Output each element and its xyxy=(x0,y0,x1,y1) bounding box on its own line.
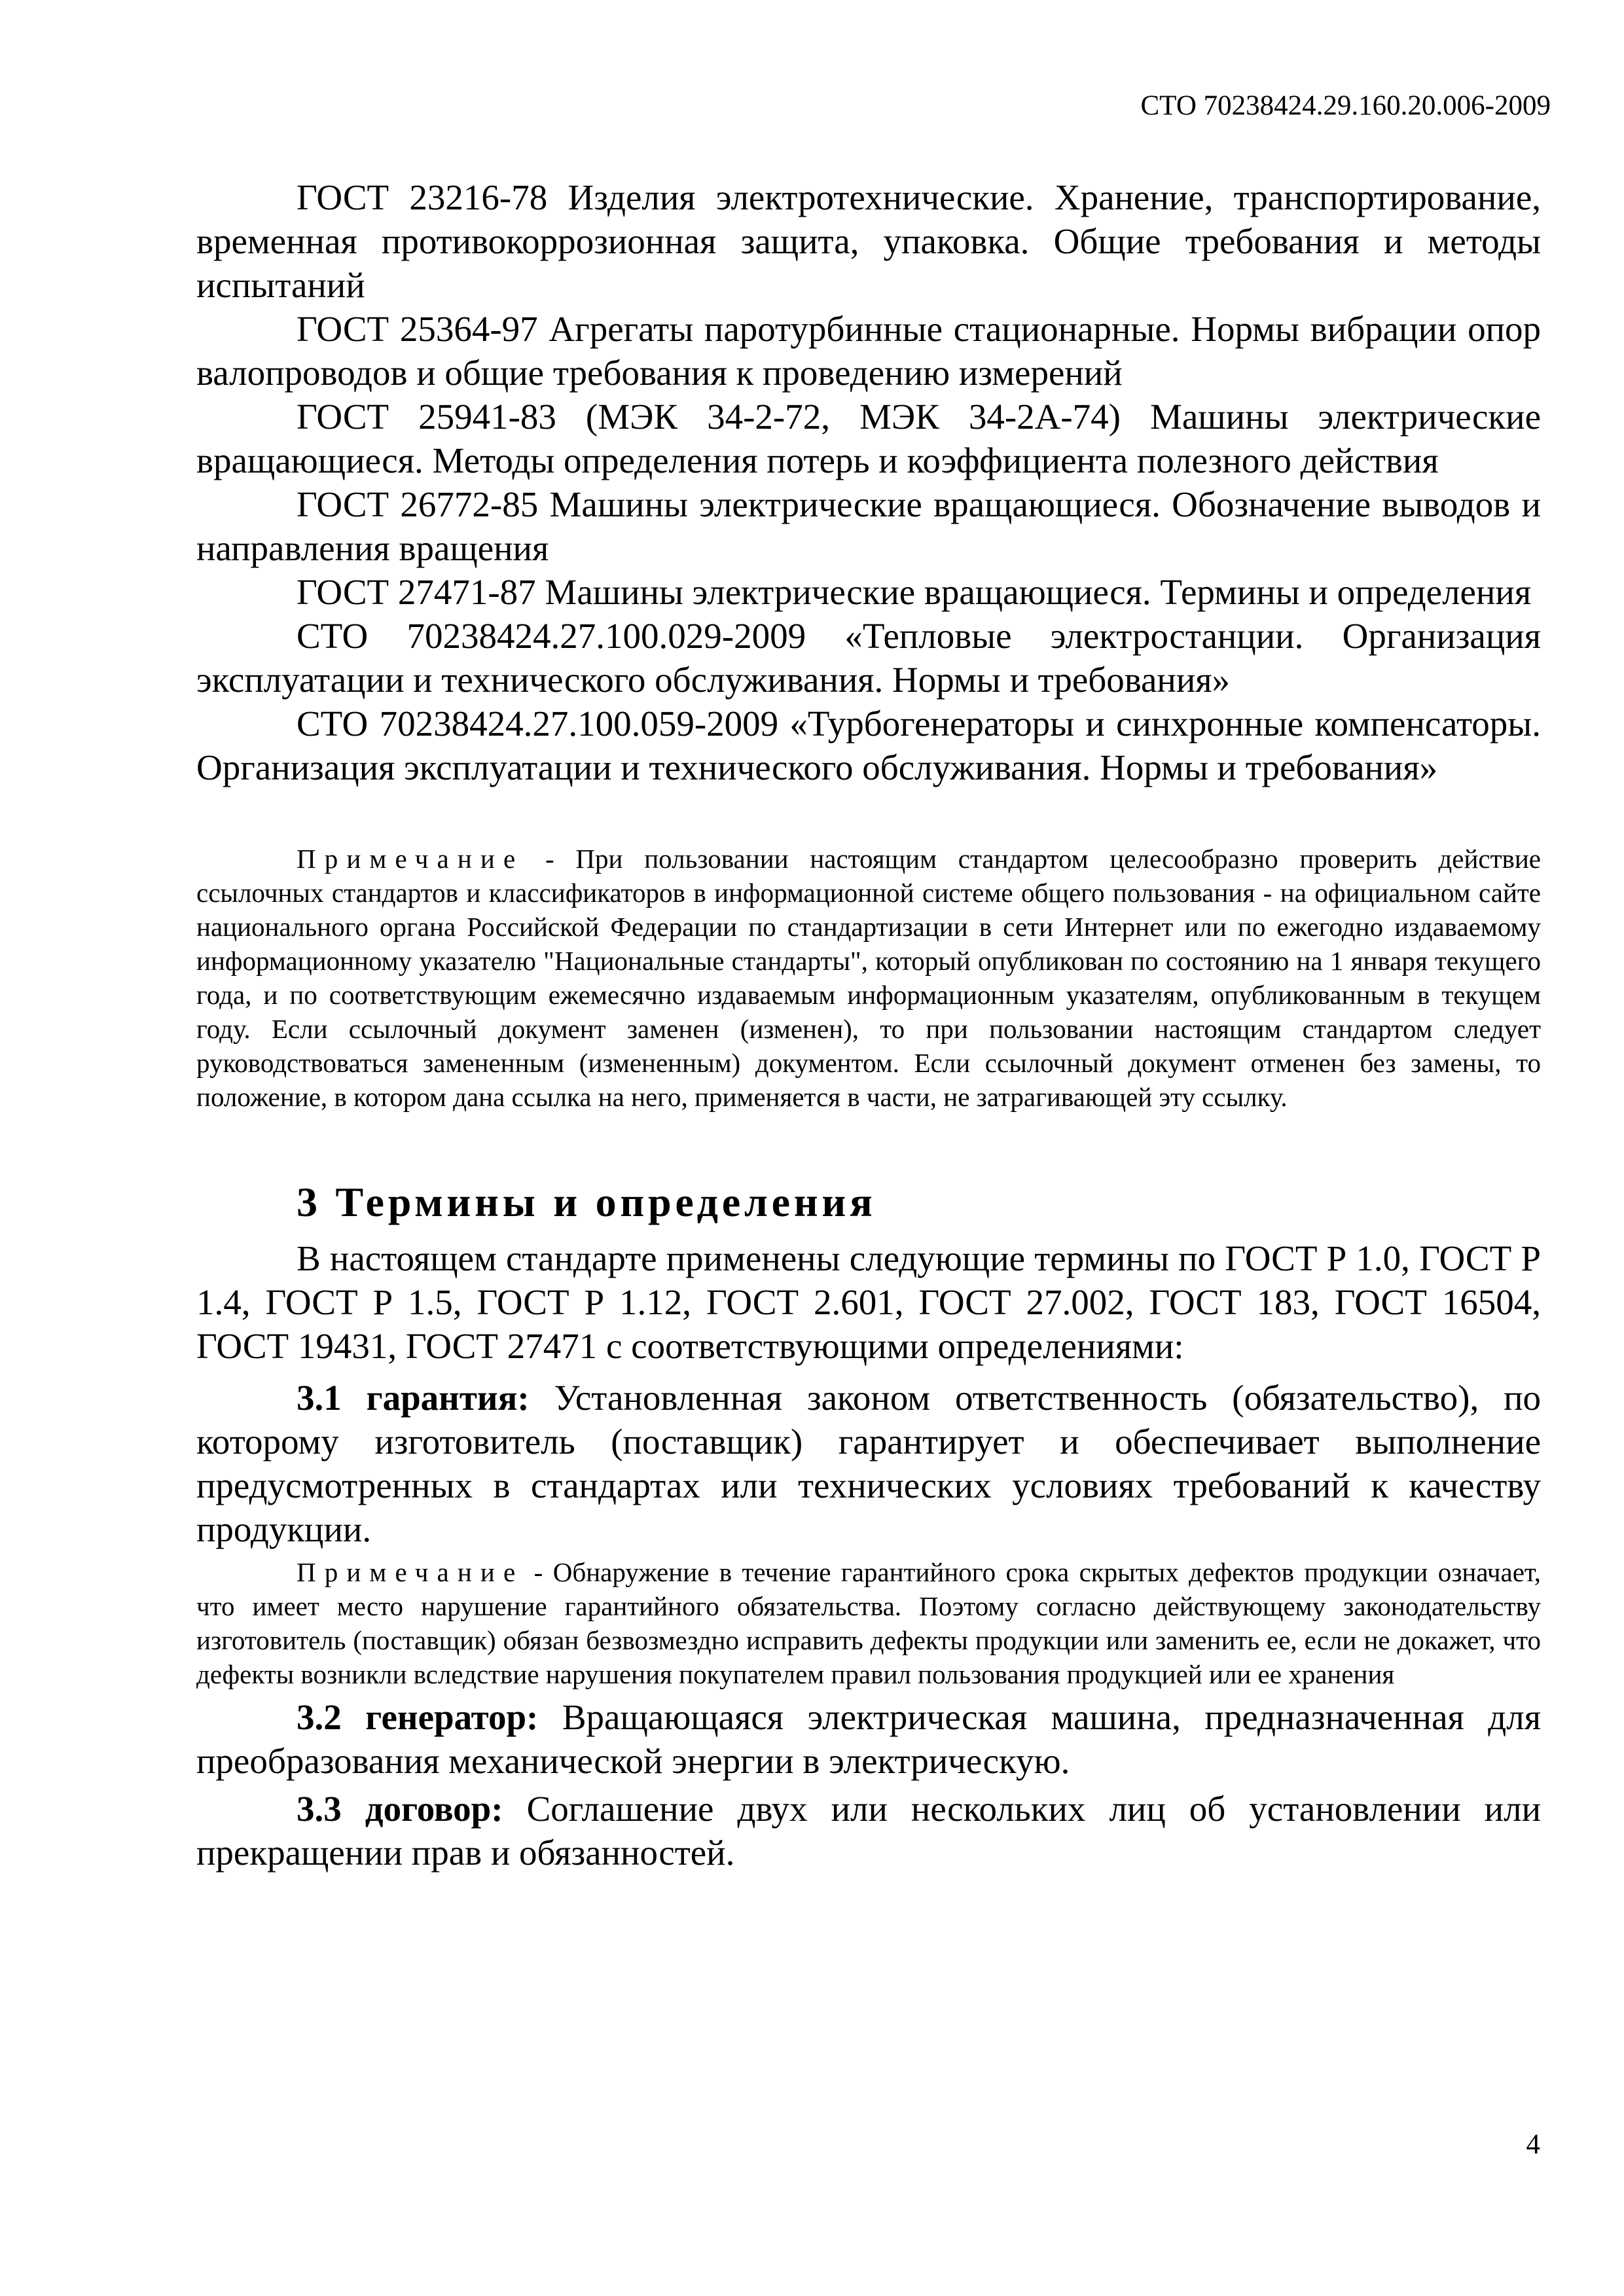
section-intro: В настоящем стандарте применены следующие термины по ГОСТ Р 1.0, ГОСТ Р 1.4, ГОСТ Р 1.5, ГОСТ Р 1.12, ГОСТ 2.601, ГОСТ 27.002, ГОСТ 183, ГОСТ 16504, ГОСТ 19431, ГОСТ 27471 с соответствующими определениями: xyxy=(196,1238,1541,1366)
section-heading: 3 Термины и определения xyxy=(297,1179,876,1225)
reference-gost-27471: ГОСТ 27471-87 Машины электрические вращающиеся. Термины и определения xyxy=(297,572,1532,612)
term-generator xyxy=(196,1695,1541,1783)
page-body xyxy=(196,175,1541,1874)
note-text: - При пользовании настоящим стандартом целесообразно проверить действие ссылочных стандартов и классификаторов в информационной системе общего пользования - на официальном сайте национального органа Российской Федерации по стандартизации в сети Интернет или по ежегодно издаваемому информационному указателю "Национальные стандарты", который опубликован по состоянию на 1 января текущего года, и по соответствующим ежемесячно издаваемым информационным указателям, опубликованным в текущем году. Если ссылочный документ заменен (изменен), то при пользовании настоящим стандартом следует руководствоваться замененным (измененным) документом. Если ссылочный документ отменен без замены, то положение, в котором дана ссылка на него, применяется в части, не затрагивающей эту ссылку. xyxy=(196,844,1541,1112)
spacer xyxy=(196,1368,1541,1376)
reference-sto-029: СТО 70238424.27.100.029-2009 «Тепловые электростанции. Организация эксплуатации и технического обслуживания. Нормы и требования» xyxy=(196,616,1541,700)
document-code-header: СТО 70238424.29.160.20.006-2009 xyxy=(1140,90,1551,121)
reference-gost-23216: ГОСТ 23216-78 Изделия электротехнические. Хранение, транспортирование, временная противокоррозионная защита, упаковка. Общие требования и методы испытаний xyxy=(196,177,1541,305)
term-warranty xyxy=(196,1376,1541,1551)
term-label: 3.2 генератор: xyxy=(297,1697,539,1737)
reference-sto-059: СТО 70238424.27.100.059-2009 «Турбогенераторы и синхронные компенсаторы. Организация эксплуатации и технического обслуживания. Нормы и требования» xyxy=(196,704,1541,787)
term-contract xyxy=(196,1787,1541,1874)
term-label: 3.3 договор: xyxy=(297,1789,503,1829)
spacer xyxy=(196,1229,1541,1236)
note-label: Примечание xyxy=(297,844,524,874)
note-references xyxy=(196,842,1541,1114)
term-definition: Вращающаяся электрическая машина, предназначенная для преобразования механической энергии в электрическую. xyxy=(196,1697,1542,1781)
term-definition: Установленная законом ответственность (обязательство), по которому изготовитель (поставщик) гарантирует и обеспечивает выполнение предусмотренных в стандартах или технических условиях требований к качеству продукции. xyxy=(196,1378,1542,1549)
reference-gost-25941: ГОСТ 25941-83 (МЭК 34-2-72, МЭК 34-2А-74) Машины электрические вращающиеся. Методы определения потерь и коэффициента полезного действия xyxy=(196,397,1541,480)
reference-gost-25364: ГОСТ 25364-97 Агрегаты паротурбинные стационарные. Нормы вибрации опор валопроводов и общие требования к проведению измерений xyxy=(196,309,1541,393)
reference-gost-26772: ГОСТ 26772-85 Машины электрические вращающиеся. Обозначение выводов и направления вращения xyxy=(196,484,1541,568)
note-label: Примечание xyxy=(297,1557,524,1587)
note-text: - Обнаружение в течение гарантийного срока скрытых дефектов продукции означает, что имеет место нарушение гарантийного обязательства. Поэтому согласно действующему законодательству изготовитель (поставщик) обязан безвозмездно исправить дефекты продукции или заменить ее, если не докажет, что дефекты возникли вследствие нарушения покупателем правил пользования продукцией или ее хранения xyxy=(196,1557,1541,1689)
note-warranty xyxy=(196,1555,1541,1691)
page-number: 4 xyxy=(1526,2129,1540,2160)
spacer xyxy=(196,1114,1541,1176)
spacer xyxy=(196,789,1541,842)
term-label: 3.1 гарантия: xyxy=(297,1378,530,1418)
term-definition: Соглашение двух или нескольких лиц об установлении или прекращении прав и обязанностей. xyxy=(196,1789,1541,1873)
